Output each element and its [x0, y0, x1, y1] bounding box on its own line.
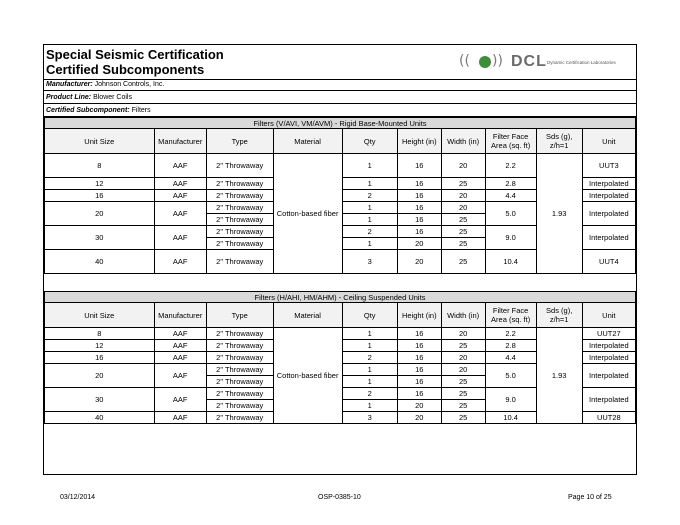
qty-cell: 3 [342, 250, 397, 274]
material-cell: Cotton-based fiber [273, 154, 342, 274]
width-cell: 25 [441, 400, 485, 412]
manufacturer-label: Manufacturer: [46, 81, 93, 88]
type-cell: 2" Throwaway [206, 190, 273, 202]
column-header: Unit [582, 303, 635, 328]
rigid-base-table [44, 117, 636, 274]
unit-cell: UUT4 [582, 250, 635, 274]
unit-size-cell: 12 [45, 340, 155, 352]
type-cell: 2" Throwaway [206, 328, 273, 340]
type-cell: 2" Throwaway [206, 364, 273, 376]
type-cell: 2" Throwaway [206, 400, 273, 412]
column-header: Unit Size [45, 129, 155, 154]
logo-paren-left-icon: (( [459, 53, 470, 69]
product-line [44, 92, 636, 104]
width-cell: 20 [441, 328, 485, 340]
subcomponent-label: Certified Subcomponent: [46, 107, 130, 114]
sds-cell: 1.93 [536, 154, 582, 274]
column-header: Sds (g), z/h=1 [536, 303, 582, 328]
height-cell: 16 [397, 388, 441, 400]
qty-cell: 1 [342, 364, 397, 376]
manufacturer-value: Johnson Controls, Inc. [94, 81, 165, 88]
unit-size-cell: 8 [45, 328, 155, 340]
unit-size-cell: 40 [45, 412, 155, 424]
logo-dot-icon [478, 55, 492, 69]
unit-cell: Interpolated [582, 226, 635, 250]
type-cell: 2" Throwaway [206, 388, 273, 400]
subcomponent-value: Filters [131, 107, 151, 114]
column-header: Sds (g), z/h=1 [536, 129, 582, 154]
height-cell: 20 [397, 250, 441, 274]
column-header: Qty [342, 303, 397, 328]
table-row [45, 328, 636, 340]
unit-cell: Interpolated [582, 388, 635, 412]
unit-size-cell: 20 [45, 202, 155, 226]
column-header: Manufacturer [154, 129, 206, 154]
height-cell: 16 [397, 202, 441, 214]
unit-cell: Interpolated [582, 340, 635, 352]
type-cell: 2" Throwaway [206, 178, 273, 190]
dcl-logo [459, 53, 634, 75]
column-header: Qty [342, 129, 397, 154]
type-cell: 2" Throwaway [206, 226, 273, 238]
unit-cell: Interpolated [582, 364, 635, 388]
type-cell: 2" Throwaway [206, 202, 273, 214]
width-cell: 25 [441, 238, 485, 250]
manufacturer-cell: AAF [154, 178, 206, 190]
filter-area-cell: 10.4 [485, 412, 536, 424]
qty-cell: 1 [342, 178, 397, 190]
filter-area-cell: 10.4 [485, 250, 536, 274]
unit-size-cell: 40 [45, 250, 155, 274]
unit-cell: Interpolated [582, 190, 635, 202]
width-cell: 20 [441, 154, 485, 178]
column-header: Unit Size [45, 303, 155, 328]
manufacturer-cell: AAF [154, 328, 206, 340]
width-cell: 25 [441, 214, 485, 226]
qty-cell: 1 [342, 214, 397, 226]
qty-cell: 1 [342, 154, 397, 178]
section-title: Filters (H/AHI, HM/AHM) - Ceiling Suspended Units [45, 292, 636, 303]
column-header: Height (in) [397, 303, 441, 328]
column-header: Height (in) [397, 129, 441, 154]
unit-size-cell: 20 [45, 364, 155, 388]
page-subtitle: Certified Subcomponents [46, 62, 205, 77]
height-cell: 16 [397, 178, 441, 190]
width-cell: 20 [441, 352, 485, 364]
column-header: Manufacturer [154, 303, 206, 328]
column-header: Width (in) [441, 303, 485, 328]
filter-area-cell: 9.0 [485, 388, 536, 412]
filter-area-cell: 5.0 [485, 202, 536, 226]
qty-cell: 1 [342, 202, 397, 214]
manufacturer-cell: AAF [154, 154, 206, 178]
qty-cell: 2 [342, 388, 397, 400]
height-cell: 20 [397, 412, 441, 424]
height-cell: 16 [397, 226, 441, 238]
manufacturer-cell: AAF [154, 364, 206, 388]
column-header: Unit [582, 129, 635, 154]
unit-size-cell: 16 [45, 352, 155, 364]
column-header: Type [206, 129, 273, 154]
qty-cell: 3 [342, 412, 397, 424]
filter-area-cell: 4.4 [485, 352, 536, 364]
unit-cell: UUT27 [582, 328, 635, 340]
manufacturer-cell: AAF [154, 190, 206, 202]
page-title: Special Seismic Certification [46, 47, 224, 62]
table-row [45, 154, 636, 178]
width-cell: 25 [441, 412, 485, 424]
unit-size-cell: 16 [45, 190, 155, 202]
type-cell: 2" Throwaway [206, 412, 273, 424]
product-line-value: Blower Coils [93, 94, 132, 101]
logo-text: DCL [511, 53, 547, 70]
height-cell: 16 [397, 214, 441, 226]
width-cell: 25 [441, 178, 485, 190]
unit-size-cell: 8 [45, 154, 155, 178]
height-cell: 16 [397, 190, 441, 202]
sds-cell: 1.93 [536, 328, 582, 424]
filter-area-cell: 5.0 [485, 364, 536, 388]
manufacturer-cell: AAF [154, 352, 206, 364]
width-cell: 20 [441, 202, 485, 214]
type-cell: 2" Throwaway [206, 214, 273, 226]
column-header: Material [273, 129, 342, 154]
width-cell: 20 [441, 190, 485, 202]
height-cell: 16 [397, 340, 441, 352]
unit-cell: UUT3 [582, 154, 635, 178]
unit-size-cell: 30 [45, 226, 155, 250]
manufacturer-line [44, 79, 636, 91]
column-header: Type [206, 303, 273, 328]
column-header: Filter Face Area (sq. ft) [485, 129, 536, 154]
height-cell: 16 [397, 352, 441, 364]
column-header: Width (in) [441, 129, 485, 154]
unit-cell: Interpolated [582, 202, 635, 226]
filter-area-cell: 2.8 [485, 178, 536, 190]
qty-cell: 1 [342, 340, 397, 352]
filter-area-cell: 2.2 [485, 328, 536, 340]
column-header: Material [273, 303, 342, 328]
qty-cell: 2 [342, 190, 397, 202]
manufacturer-cell: AAF [154, 412, 206, 424]
width-cell: 25 [441, 388, 485, 400]
height-cell: 20 [397, 400, 441, 412]
unit-size-cell: 30 [45, 388, 155, 412]
height-cell: 20 [397, 238, 441, 250]
manufacturer-cell: AAF [154, 340, 206, 352]
unit-cell: Interpolated [582, 352, 635, 364]
certification-sheet [43, 44, 637, 475]
unit-size-cell: 12 [45, 178, 155, 190]
height-cell: 16 [397, 364, 441, 376]
material-cell: Cotton-based fiber [273, 328, 342, 424]
type-cell: 2" Throwaway [206, 238, 273, 250]
qty-cell: 2 [342, 352, 397, 364]
manufacturer-cell: AAF [154, 250, 206, 274]
footer-doc-number: OSP-0385-10 [318, 494, 361, 501]
logo-subtext: Dynamic Certification Laboratories [547, 60, 616, 65]
filter-area-cell: 2.2 [485, 154, 536, 178]
height-cell: 16 [397, 376, 441, 388]
filter-area-cell: 4.4 [485, 190, 536, 202]
filter-area-cell: 2.8 [485, 340, 536, 352]
unit-cell: Interpolated [582, 178, 635, 190]
footer-page-number: Page 10 of 25 [568, 494, 612, 501]
width-cell: 25 [441, 340, 485, 352]
sheet-header [44, 45, 636, 80]
product-line-label: Product Line: [46, 94, 92, 101]
qty-cell: 1 [342, 400, 397, 412]
manufacturer-cell: AAF [154, 202, 206, 226]
qty-cell: 1 [342, 376, 397, 388]
filter-area-cell: 9.0 [485, 226, 536, 250]
width-cell: 25 [441, 376, 485, 388]
ceiling-suspended-table [44, 291, 636, 424]
qty-cell: 1 [342, 238, 397, 250]
column-header: Filter Face Area (sq. ft) [485, 303, 536, 328]
qty-cell: 2 [342, 226, 397, 238]
type-cell: 2" Throwaway [206, 250, 273, 274]
footer-date: 03/12/2014 [60, 494, 96, 501]
logo-paren-right-icon: )) [492, 53, 503, 69]
subcomponent-line [44, 105, 636, 117]
width-cell: 25 [441, 226, 485, 238]
width-cell: 20 [441, 364, 485, 376]
manufacturer-cell: AAF [154, 388, 206, 412]
type-cell: 2" Throwaway [206, 340, 273, 352]
type-cell: 2" Throwaway [206, 352, 273, 364]
unit-cell: UUT28 [582, 412, 635, 424]
width-cell: 25 [441, 250, 485, 274]
height-cell: 16 [397, 328, 441, 340]
type-cell: 2" Throwaway [206, 376, 273, 388]
manufacturer-cell: AAF [154, 226, 206, 250]
qty-cell: 1 [342, 328, 397, 340]
type-cell: 2" Throwaway [206, 154, 273, 178]
section-title: Filters (V/AVI, VM/AVM) - Rigid Base-Mounted Units [45, 118, 636, 129]
height-cell: 16 [397, 154, 441, 178]
